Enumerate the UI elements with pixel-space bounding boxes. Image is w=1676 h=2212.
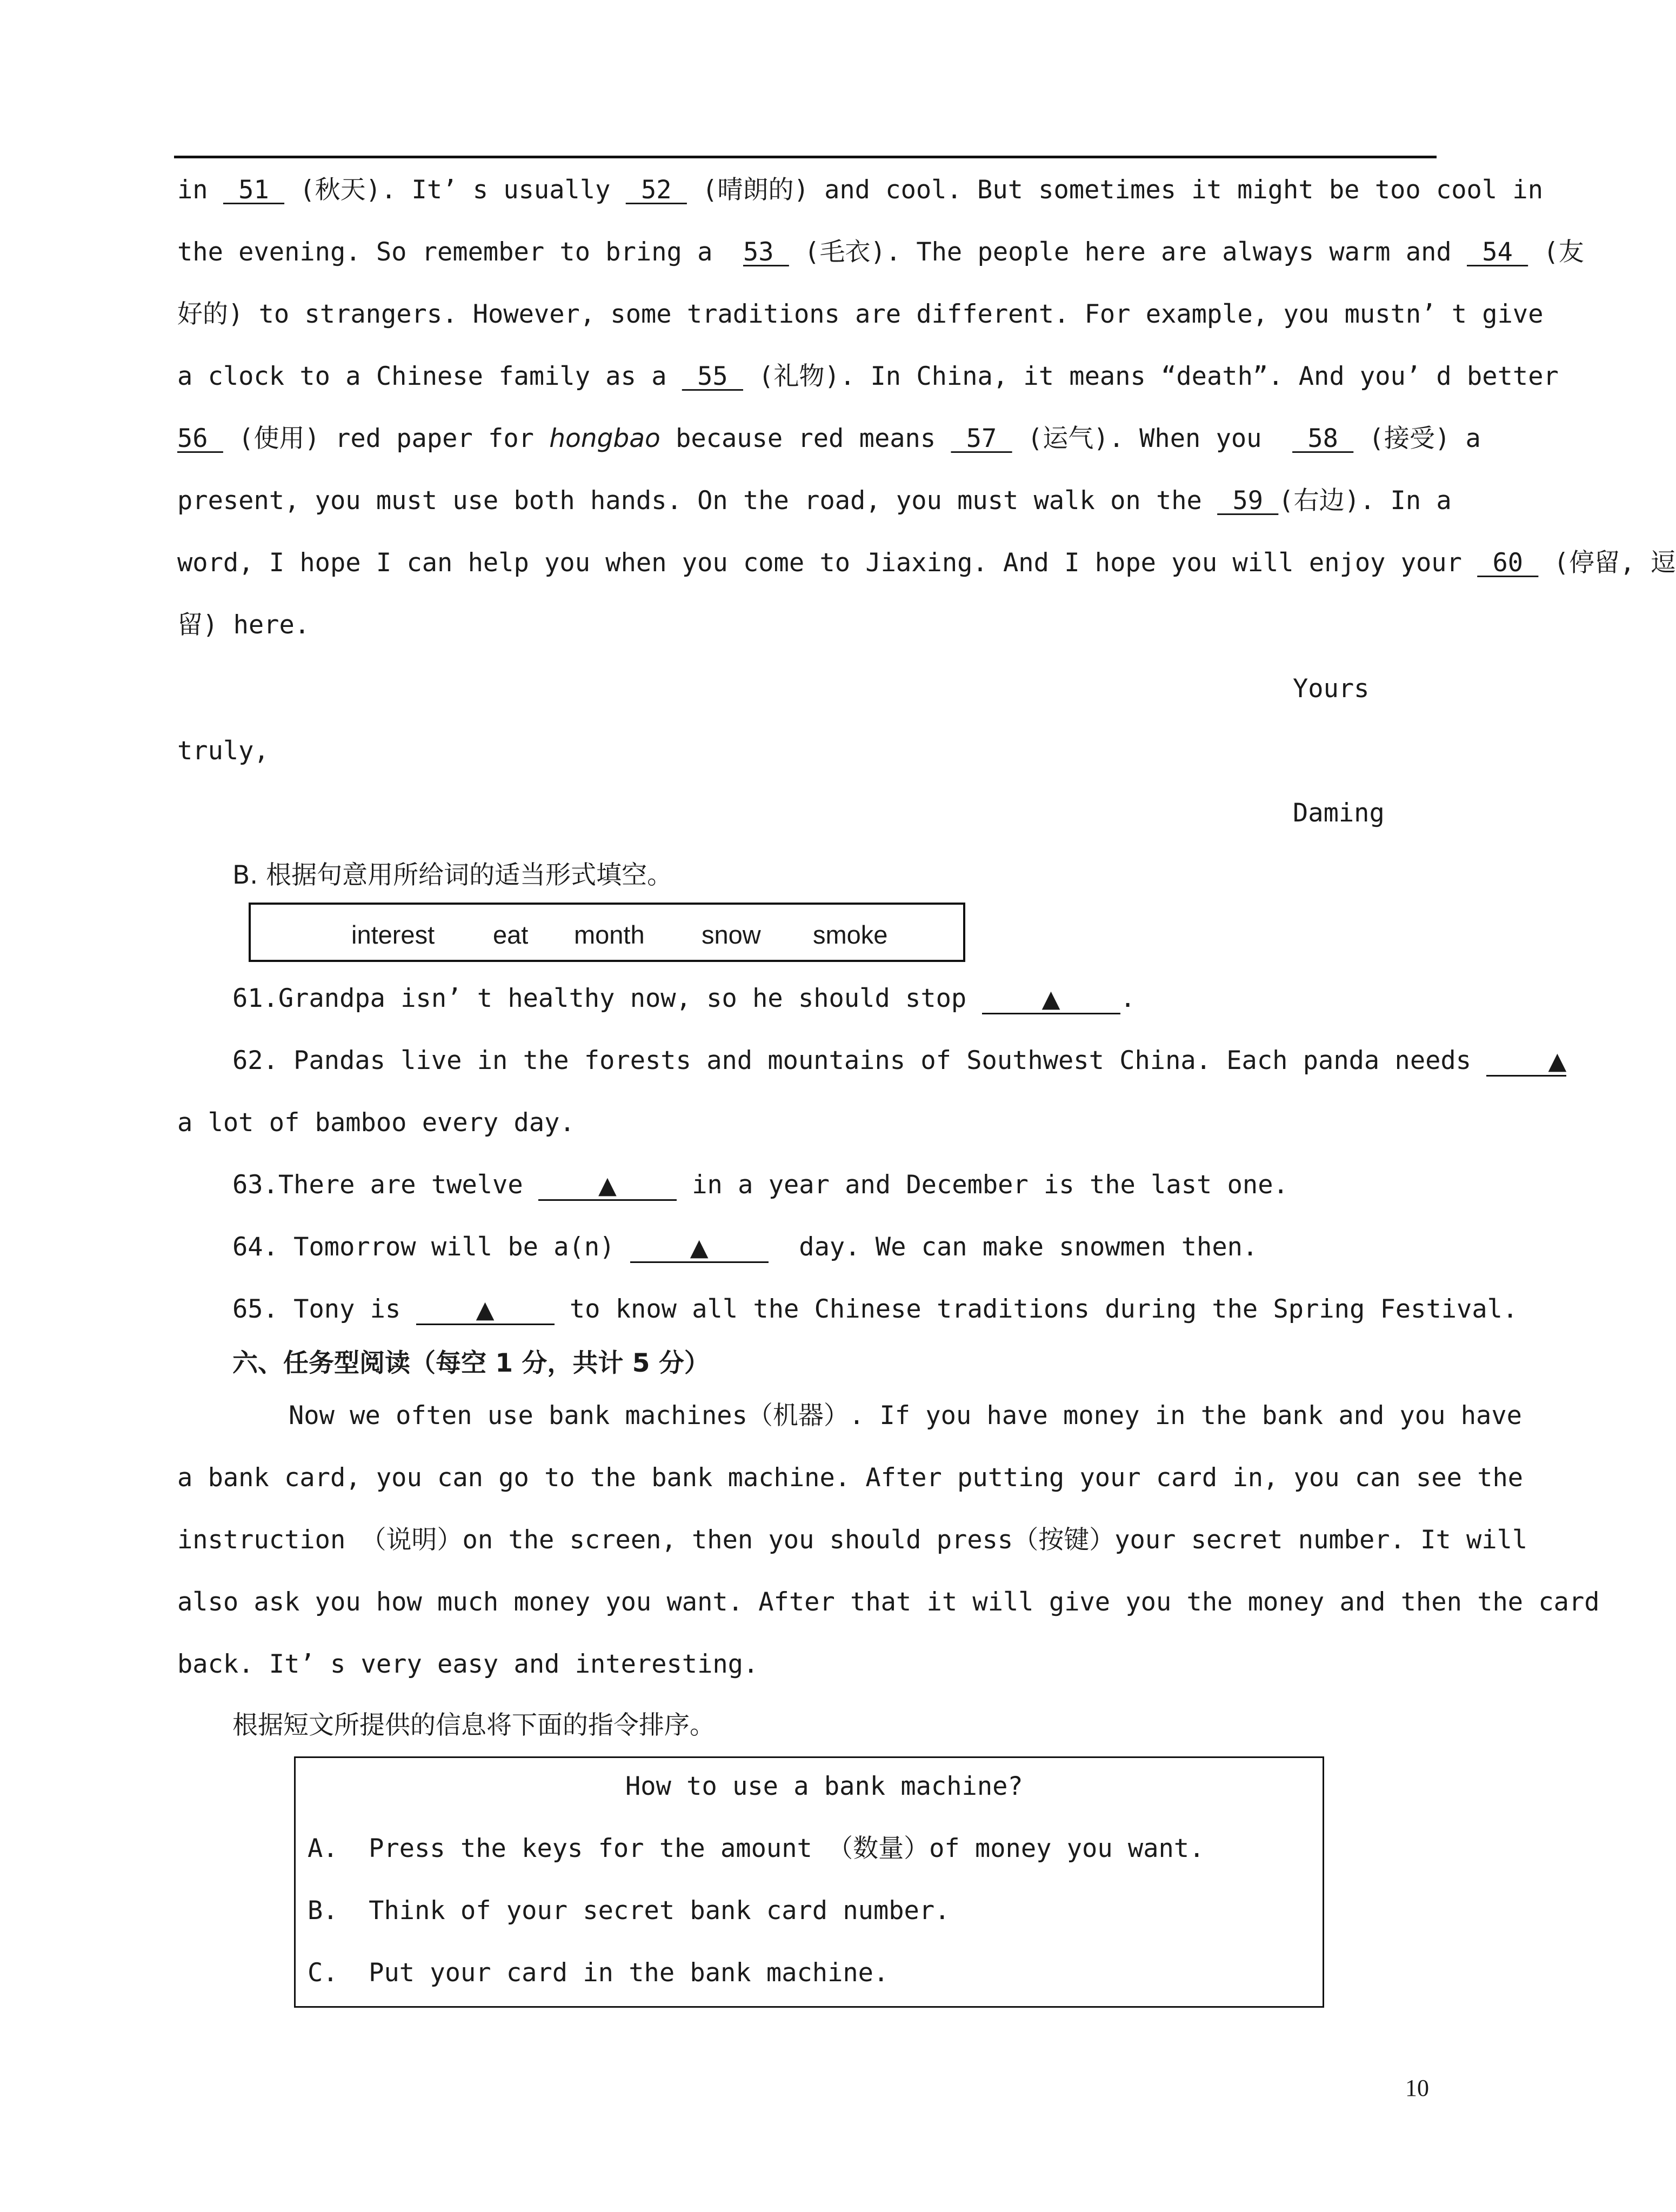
passage-text: word, I hope I can help you when you come to Jiaxing. And I hope you will enjoy your xyxy=(177,548,1478,578)
answer-blank-61[interactable] xyxy=(982,986,1120,1014)
passage-text: present, you must use both hands. On the road, you must walk on the xyxy=(177,486,1218,516)
word-bank-item: snow xyxy=(702,920,761,949)
passage-line xyxy=(177,547,1676,579)
numbered-blank[interactable]: 52 xyxy=(625,175,687,205)
triangle-marker-icon: ▲ xyxy=(476,1296,495,1324)
passage-text: 留) here. xyxy=(177,610,310,640)
question-62-continued: a lot of bamboo every day. xyxy=(177,1108,575,1138)
word-bank-item: smoke xyxy=(813,920,888,949)
numbered-blank[interactable]: 53 xyxy=(743,237,789,267)
answer-blank-62[interactable] xyxy=(1486,1048,1566,1077)
triangle-marker-icon: ▲ xyxy=(1041,985,1060,1013)
q64-end: day. We can make snowmen then. xyxy=(768,1232,1258,1262)
reading-para-line: a bank card, you can go to the bank machine. After putting your card in, you can see the xyxy=(177,1463,1524,1493)
signoff-yours: Yours xyxy=(1293,674,1370,704)
numbered-blank[interactable]: 56 xyxy=(177,424,223,453)
box-item-c: C. Put your card in the bank machine. xyxy=(308,1958,889,1988)
triangle-marker-icon: ▲ xyxy=(598,1172,617,1199)
passage-text: in xyxy=(177,175,223,205)
italic-word: hongbao xyxy=(549,424,660,453)
box-item-b: B. Think of your secret bank card number. xyxy=(308,1896,950,1926)
answer-blank-64[interactable] xyxy=(630,1234,769,1263)
box-item-a: A. Press the keys for the amount （数量）of money you want. xyxy=(308,1834,1205,1863)
passage-line xyxy=(177,485,1474,517)
triangle-marker-icon: ▲ xyxy=(690,1234,709,1261)
word-bank-item: month xyxy=(574,920,645,949)
q62-text: 62. Pandas live in the forests and mountains of Southwest China. Each panda needs xyxy=(232,1046,1487,1075)
passage-line xyxy=(177,298,1544,331)
numbered-blank[interactable]: 58 xyxy=(1292,424,1354,453)
reading-para-line: instruction （说明）on the screen, then you should press（按键）your secret number. It will xyxy=(177,1525,1528,1555)
section-6-instruction: 根据短文所提供的信息将下面的指令排序。 xyxy=(232,1710,715,1740)
passage-text: a clock to a Chinese family as a xyxy=(177,362,682,391)
header-rule xyxy=(174,156,1437,158)
reading-para-line: back. It’ s very easy and interesting. xyxy=(177,1649,759,1679)
question-61 xyxy=(232,983,1136,1015)
section-b-instruction: B. 根据句意用所给词的适当形式填空。 xyxy=(232,860,673,890)
passage-text: 好的) to strangers. However, some traditions are different. For example, you mustn’ t give xyxy=(177,299,1544,329)
instruction-box xyxy=(294,1756,1324,2008)
section-6-heading: 六、任务型阅读（每空 1 分，共计 5 分） xyxy=(232,1348,710,1378)
answer-blank-63[interactable] xyxy=(538,1172,677,1201)
passage-line xyxy=(177,360,1559,393)
reading-para-line: also ask you how much money you want. After that it will give you the money and then the card xyxy=(177,1587,1600,1617)
passage-text: (礼物). In China, it means “death”. And you’ d better xyxy=(743,362,1559,391)
numbered-blank[interactable]: 57 xyxy=(951,424,1012,453)
numbered-blank[interactable]: 55 xyxy=(682,362,743,391)
triangle-marker-icon: ▲ xyxy=(1548,1047,1567,1075)
question-63 xyxy=(232,1169,1288,1201)
passage-line xyxy=(177,236,1584,269)
passage-text: because red means xyxy=(660,424,951,453)
q61-end: . xyxy=(1120,984,1136,1013)
box-title: How to use a bank machine? xyxy=(625,1772,1023,1801)
q63-end: in a year and December is the last one. xyxy=(676,1170,1288,1200)
reading-para-line: Now we often use bank machines（机器）. If you have money in the bank and you have xyxy=(289,1401,1522,1431)
numbered-blank[interactable]: 51 xyxy=(223,175,285,205)
word-bank-item: interest xyxy=(351,920,435,949)
passage-text: (运气). When you xyxy=(1012,424,1293,453)
passage-line xyxy=(177,609,1474,641)
passage-text: (停留, 逗 xyxy=(1538,548,1676,578)
q65-text: 65. Tony is xyxy=(232,1294,416,1324)
word-bank-item: eat xyxy=(493,920,529,949)
passage-text: (使用) red paper for xyxy=(223,424,550,453)
numbered-blank[interactable]: 54 xyxy=(1467,237,1528,267)
numbered-blank[interactable]: 59 xyxy=(1217,486,1279,516)
question-62 xyxy=(232,1045,1566,1077)
signature-name: Daming xyxy=(1293,798,1385,828)
passage-line xyxy=(177,174,1544,206)
passage-text: (友 xyxy=(1528,237,1584,267)
passage-text: (右边). In a xyxy=(1278,486,1452,516)
page-number: 10 xyxy=(1405,2075,1429,2101)
passage-text: the evening. So remember to bring a xyxy=(177,237,743,267)
numbered-blank[interactable]: 60 xyxy=(1477,548,1539,578)
q65-end: to know all the Chinese traditions during the Spring Festival. xyxy=(554,1294,1518,1324)
passage-text: (毛衣). The people here are always warm and xyxy=(789,237,1467,267)
signoff-truly: truly, xyxy=(177,736,269,766)
passage-text: (接受) a xyxy=(1353,424,1481,453)
passage-text: (晴朗的) and cool. But sometimes it might be too cool in xyxy=(686,175,1544,205)
q64-text: 64. Tomorrow will be a(n) xyxy=(232,1232,630,1262)
answer-blank-65[interactable] xyxy=(416,1297,555,1325)
question-64 xyxy=(232,1231,1258,1264)
word-bank-box xyxy=(249,903,965,962)
passage-line xyxy=(177,423,1481,455)
question-65 xyxy=(232,1293,1518,1326)
passage-text: (秋天). It’ s usually xyxy=(284,175,626,205)
q63-text: 63.There are twelve xyxy=(232,1170,538,1200)
q61-text: 61.Grandpa isn’ t healthy now, so he should stop xyxy=(232,984,982,1013)
